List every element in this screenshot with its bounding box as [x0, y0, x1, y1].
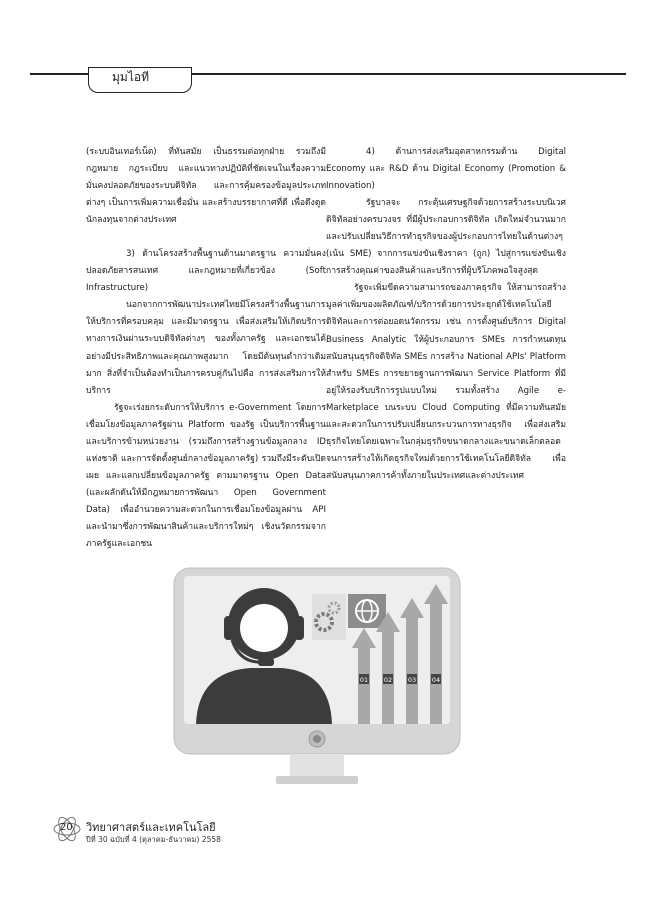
globe-icon [348, 594, 386, 628]
journal-issue: ปีที่ 30 ฉบับที่ 4 (ตุลาคม-ธันวาคม) 2558 [86, 835, 221, 844]
monitor-stand [290, 754, 344, 778]
bar-label-1: 01 [359, 676, 369, 684]
right-paragraph-2: รัฐบาลจะ กระตุ้นเศรษฐกิจด้วยการสร้างระบบนิเวศดิจิทัลอย่างครบวงจร ที่มีผู้ประกอบการดิจิทัล เกิดใหม่จำนวนมาก และปรับเปลี่ยนวิธีการทำธุรกิจของผู้ประกอบการไทยในด้านต่างๆ (เน้น SME) จากการแข่งขันเชิงราคา (ถูก) ไปสู่การแข่งขันเชิงการสร้างคุณค่าของสินค้าและบริการที่ผู้บริโภคพอใจสูงสุด [326, 198, 566, 277]
bar-label-2: 02 [383, 676, 393, 684]
gear-icon [312, 594, 346, 640]
left-paragraph-2: 3) ด้านโครงสร้างพื้นฐานด้านมาตรฐาน ความมั่นคงปลอดภัยสารสนเทศ และกฎหมายที่เกี่ยวข้อง (Soft Infrastructure) [86, 249, 326, 294]
journal-title: วิทยาศาสตร์และเทคโนโลยี [86, 821, 216, 834]
bar-label-4: 04 [431, 676, 441, 684]
page-number: 20 [60, 822, 73, 833]
section-label: มุมไอที [112, 70, 149, 84]
left-paragraph-1: (ระบบอินเทอร์เน็ต) ที่ทันสมัย เป็นธรรมต่อทุกฝ่าย รวมถึงมีกฎหมาย กฎระเบียบ และแนวทางปฏิบัติที่ชัดเจนในเรื่องความมั่นคงปลอดภัยของระบบดิจิทัล และการคุ้มครองข้อมูลประเภทต่างๆ เป็นการเพิ่มความเชื่อมั่น และสร้างบรรยากาศที่ดี เพื่อดึงดูดนักลงทุนจากต่างประเทศ [86, 147, 326, 226]
left-paragraph-3: นอกจากการพัฒนาประเทศไทยมีโครงสร้างพื้นฐานการให้บริการที่ครอบคลุม และมีมาตรฐาน เพื่อส่งเสริมให้เกิดบริการทางการเงินผ่านระบบดิจิทัลต่างๆ ของทั้งภาครัฐ และเอกชนได้อย่างมีประสิทธิภาพและคุณภาพสูงมาก โดยมีต้นทุนต่ำกว่าเดิมมาก สิ่งที่จำเป็นต้องทำเป็นการครบคู่กันไปคือ การส่งเสริมการให้บริการ [86, 300, 326, 396]
right-paragraph-3: รัฐจะเพิ่มขีดความสามารถของภาคธุรกิจ ให้สามารถสร้างมูลค่าเพิ่มของผลิตภัณฑ์/บริการด้วยการประยุกต์ใช้เทคโนโลยีดิจิทัลและการต่อยอดนวัตกรรม เช่น การตั้งศูนย์บริการ Digital Business Analytic ให้ผู้ประกอบการ SMEs การกำหนดทุนสนับสนุนธุรกิจดิจิทัล SMEs การสร้าง National APIs' Platform สำหรับ SMEs การขยายฐานการพัฒนา Service Platform ที่มีอยู่ให้รองรับบริการรูปแบบใหม่ รวมทั้งสร้าง Agile e-Marketplace บนระบบ Cloud Computing ที่มีความทันสมัยและสะดวกในการปรับเปลี่ยนกระบวนการทางธุรกิจ เพื่อส่งเสริมธุรกิจไทยโดยเฉพาะในกลุ่มธุรกิจขนาดกลางและขนาดเล็กตลอดจนการสร้างให้เกิดธุรกิจใหม่ด้วยการใช้เทคโนโลยีดิจิทัล เพื่อสนับสนุนภาคการค้าทั้งภายในประเทศและต่างประเทศ [326, 283, 566, 481]
right-column [326, 144, 566, 485]
monitor-illustration [172, 564, 462, 792]
bar-label-3: 03 [407, 676, 417, 684]
right-paragraph-1: 4) ด้านการส่งเสริมอุตสาหกรรมด้าน Digital Economy และ R&D ด้าน Digital Economy (Promotion & Innovation) [326, 147, 566, 192]
left-paragraph-4: รัฐจะเร่งยกระดับการให้บริการ e-Government โดยการเชื่อมโยงข้อมูลภาครัฐผ่าน Platform ของรัฐ เป็นบริการพื้นฐานและบริการข้ามหน่วยงาน (รวมถึงการสร้างฐานข้อมูลกลาง ID แห่งชาติ และการจัดตั้งศูนย์กลางข้อมูลภาครัฐ) รวมถึงมีระดับเปิดเผย และแลกเปลี่ยนข้อมูลภาครัฐ ตามมาตรฐาน Open Data (และผลักดันให้มีกฎหมายการพัฒนา Open Government Data) เพื่ออำนวยความสะดวกในการเชื่อมโยงข้อมูลผ่าน API และนำมาซึ่งการพัฒนาสินค้าและบริการใหม่ๆ เชิงนวัตกรรมจากภาครัฐและเอกชน [86, 402, 326, 550]
left-column [86, 144, 326, 553]
